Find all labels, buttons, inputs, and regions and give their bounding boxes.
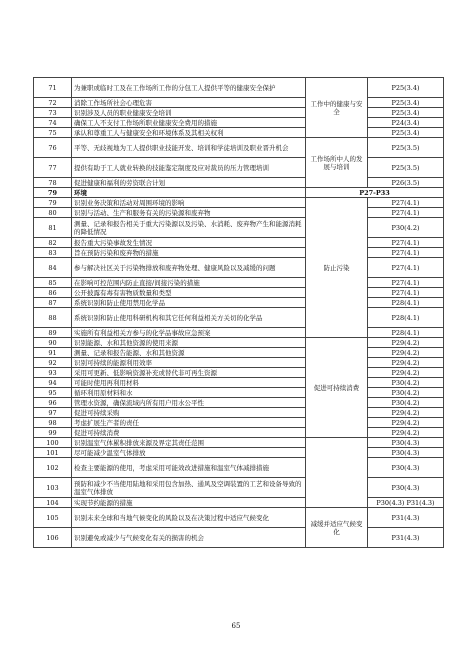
item-number: 106	[34, 528, 72, 548]
item-description: 促进可持续采购	[72, 408, 306, 418]
item-number: 73	[34, 108, 72, 118]
item-description: 尽可能减少温室气体排放	[72, 448, 306, 458]
category-cell	[306, 438, 368, 508]
item-description: 管理水资源，确保流域内所有用户用水公平性	[72, 398, 306, 408]
table-row	[34, 308, 444, 328]
item-description: 提供有助于工人就业转换的技能鉴定制度及应对裁员的压力管理培训	[72, 158, 306, 178]
table-row	[34, 478, 444, 498]
item-number: 92	[34, 358, 72, 368]
item-description: 识别避免或减少与气候变化有关的损害的机会	[72, 528, 306, 548]
page-ref: P29(4.2)	[368, 408, 444, 418]
page-ref: P28(4.1)	[368, 328, 444, 338]
item-description: 识别与活动、生产和服务有关的污染源和废弃物	[72, 208, 306, 218]
page-ref: P29(4.2)	[368, 428, 444, 438]
item-description: 平等、无歧视地为工人提供职业技能开发、培训和学徒培训及职业晋升机会	[72, 138, 306, 158]
item-description: 确保工人不支付工作场所职业健康安全费用的措施	[72, 118, 306, 128]
table-row	[34, 378, 444, 388]
page-ref: P27(4.1)	[368, 248, 444, 258]
table-row	[34, 128, 444, 138]
table-row	[34, 328, 444, 338]
page-ref: P30(4.3)	[368, 448, 444, 458]
item-number: 71	[34, 78, 72, 98]
section-title: 环境	[72, 188, 306, 198]
page-ref: P25(3.4)	[368, 78, 444, 98]
item-description: 循环利用原材料和水	[72, 388, 306, 398]
item-number: 99	[34, 428, 72, 438]
table-row	[34, 238, 444, 248]
section-page-ref: P27-P33	[306, 188, 444, 198]
table-row	[34, 218, 444, 238]
page-ref: P26(3.5)	[368, 178, 444, 188]
page-ref: P30(4.2)	[368, 378, 444, 388]
item-number: 83	[34, 248, 72, 258]
page-ref: P30(4.3)	[368, 438, 444, 448]
item-description: 促进可持续消费	[72, 428, 306, 438]
item-description: 为兼职或临时工及在工作场所工作的分包工人提供平等的健康安全保护	[72, 78, 306, 98]
table-row	[34, 358, 444, 368]
item-description: 实现节约能源的措施	[72, 498, 306, 508]
checklist-table	[33, 77, 444, 548]
item-description: 识别未来全球和当地气候变化的风险以及在决策过程中适应气候变化	[72, 508, 306, 528]
page-ref: P29(4.2)	[368, 368, 444, 378]
page-ref: P27(4.1)	[368, 258, 444, 278]
table-row	[34, 178, 444, 188]
item-number: 72	[34, 98, 72, 108]
table-row	[34, 98, 444, 108]
table-row	[34, 198, 444, 208]
item-description: 在影响可控范围内防止直接/间接污染的措施	[72, 278, 306, 288]
item-number: 85	[34, 278, 72, 288]
item-number: 101	[34, 448, 72, 458]
page-ref: P29(4.2)	[368, 418, 444, 428]
item-number: 78	[34, 178, 72, 188]
item-description: 识别温室气体累积排放来源及界定其责任范围	[72, 438, 306, 448]
page-ref: P29(4.2)	[368, 338, 444, 348]
table-row	[34, 288, 444, 298]
item-description: 系统识别和防止使用禁用化学品	[72, 298, 306, 308]
item-description: 预防和减少不当使用陆地和采用包含加热、通风及空调装置的工艺和设备导致的温室气体排放	[72, 478, 306, 498]
page-ref: P30(4.3) P31(4.3)	[368, 498, 444, 508]
item-number: 82	[34, 238, 72, 248]
item-description: 承认和尊重工人与健康安全和环境体系及其相关权利	[72, 128, 306, 138]
item-description: 实施所有利益相关方参与的化学品事故应急预案	[72, 328, 306, 338]
table-row	[34, 448, 444, 458]
item-number: 90	[34, 338, 72, 348]
table-row	[34, 158, 444, 178]
table-row	[34, 528, 444, 548]
item-number: 77	[34, 158, 72, 178]
table-row	[34, 138, 444, 158]
item-description: 系统识别和防止使用科研机构和其它任何利益相关方关切的化学品	[72, 308, 306, 328]
checklist-body	[34, 78, 444, 548]
page-ref: P25(3.5)	[368, 158, 444, 178]
item-description: 报告重大污染事故发生情况	[72, 238, 306, 248]
item-description: 促进健康和福利的劳资联合计划	[72, 178, 306, 188]
page-ref: P29(4.2)	[368, 348, 444, 358]
table-row	[34, 278, 444, 288]
item-number: 75	[34, 128, 72, 138]
category-cell: 工作中的健康与安全	[306, 78, 368, 138]
table-row	[34, 298, 444, 308]
item-description: 识别业务决策和活动对周围环境的影响	[72, 198, 306, 208]
page-ref: P31(4.3)	[368, 528, 444, 548]
page-number: 65	[231, 622, 241, 630]
page-ref: P27(4.1)	[368, 238, 444, 248]
page-ref: P30(4.2)	[368, 388, 444, 398]
item-number: 87	[34, 298, 72, 308]
table-row	[34, 208, 444, 218]
page-ref: P27(4.1)	[368, 208, 444, 218]
item-number: 74	[34, 118, 72, 128]
table-row	[34, 368, 444, 378]
item-number: 80	[34, 208, 72, 218]
table-row	[34, 418, 444, 428]
item-number: 100	[34, 438, 72, 448]
page-ref: P30(4.3)	[368, 478, 444, 498]
item-number: 91	[34, 348, 72, 358]
page-ref: P27(4.1)	[368, 278, 444, 288]
table-row	[34, 428, 444, 438]
page-ref: P25(3.4)	[368, 108, 444, 118]
page-ref: P27(4.1)	[368, 288, 444, 298]
page-ref: P28(4.1)	[368, 308, 444, 328]
page-ref: P30(4.2)	[368, 218, 444, 238]
item-description: 考虑扩展生产者的责任	[72, 418, 306, 428]
page-ref: P30(4.2)	[368, 398, 444, 408]
item-description: 采用可更新、低影响资源补充或替代非可再生资源	[72, 368, 306, 378]
item-number: 81	[34, 218, 72, 238]
page-ref: P24(3.4)	[368, 118, 444, 128]
item-description: 检查主要能源的使用，考虑采用可能效改进措施和温室气体减排措施	[72, 458, 306, 478]
item-number: 97	[34, 408, 72, 418]
table-row	[34, 438, 444, 448]
item-number: 98	[34, 418, 72, 428]
category-cell: 工作场所中人的发展与培训	[306, 138, 368, 188]
item-description: 参与解决社区关于污染物排放和废弃物处理、健康风险以及减缓的问题	[72, 258, 306, 278]
item-description: 识别能源、水和其他资源的使用来源	[72, 338, 306, 348]
item-description: 可能时使用再利用材料	[72, 378, 306, 388]
page-ref: P28(4.1)	[368, 298, 444, 308]
item-number: 96	[34, 398, 72, 408]
category-cell: 防止污染	[306, 198, 368, 338]
category-cell: 促进可持续消费	[306, 338, 368, 438]
item-number: 104	[34, 498, 72, 508]
table-row	[34, 108, 444, 118]
item-number: 102	[34, 458, 72, 478]
item-description: 公开披露有毒有害物质数量和类型	[72, 288, 306, 298]
item-number: 76	[34, 138, 72, 158]
item-description: 识别可持续的能源利用效率	[72, 358, 306, 368]
table-row	[34, 258, 444, 278]
item-number: 86	[34, 288, 72, 298]
table-row	[34, 388, 444, 398]
item-number: 94	[34, 378, 72, 388]
table-row	[34, 508, 444, 528]
item-number: 89	[34, 328, 72, 338]
category-cell: 减缓并适应气候变化	[306, 508, 368, 548]
page-ref: P25(3.5)	[368, 138, 444, 158]
table-row	[34, 248, 444, 258]
table-row	[34, 398, 444, 408]
table-row	[34, 458, 444, 478]
item-description: 测量、记录和报告相关于重大污染源以及污染、水消耗、废弃物产生和能源消耗的降低情况	[72, 218, 306, 238]
item-number: 105	[34, 508, 72, 528]
page-ref: P29(4.2)	[368, 358, 444, 368]
page-ref: P25(3.4)	[368, 128, 444, 138]
item-number: 93	[34, 368, 72, 378]
item-description: 旨在预防污染和废弃物的措施	[72, 248, 306, 258]
item-number: 88	[34, 308, 72, 328]
item-number: 84	[34, 258, 72, 278]
item-description: 消除工作场所社会心理危害	[72, 98, 306, 108]
page-ref: P25(3.4)	[368, 98, 444, 108]
table-row	[34, 408, 444, 418]
table-row	[34, 338, 444, 348]
table-row	[34, 498, 444, 508]
item-number: 79	[34, 188, 72, 198]
item-number: 95	[34, 388, 72, 398]
item-description: 测量、记录和报告能源、水和其他资源	[72, 348, 306, 358]
table-row	[34, 348, 444, 358]
page-ref: P31(4.3)	[368, 508, 444, 528]
table-row	[34, 118, 444, 128]
item-number: 103	[34, 478, 72, 498]
section-row	[34, 188, 444, 198]
item-number: 79	[34, 198, 72, 208]
table-row	[34, 78, 444, 98]
item-description: 识别涉及人员的职业健康安全培训	[72, 108, 306, 118]
page-ref: P30(4.3)	[368, 458, 444, 478]
page-ref: P27(4.1)	[368, 198, 444, 208]
